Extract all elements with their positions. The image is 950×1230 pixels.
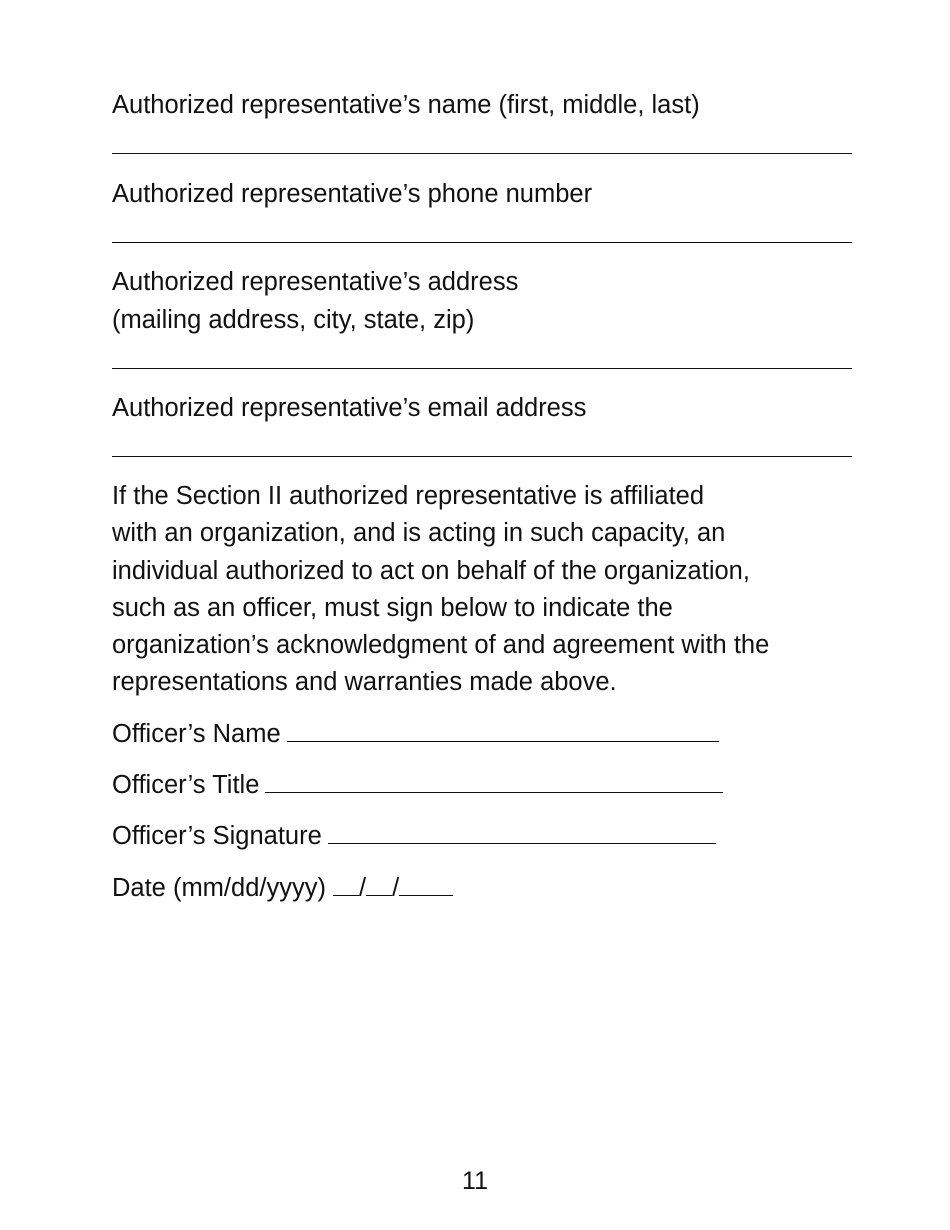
officer-title-field[interactable]	[265, 770, 723, 793]
organization-paragraph	[112, 478, 872, 702]
rep-email-label: Authorized representative’s email address	[112, 394, 587, 422]
officer-signature-label: Officer’s Signature	[112, 822, 322, 850]
rep-name-line[interactable]	[112, 153, 852, 154]
officer-signature-field[interactable]	[328, 821, 716, 844]
paragraph-line: organization’s acknowledgment of and agreement with the	[112, 631, 770, 660]
paragraph-line: with an organization, and is acting in such capacity, an	[112, 519, 726, 548]
officer-name-label: Officer’s Name	[112, 720, 281, 748]
rep-address-label-line1: Authorized representative’s address	[112, 268, 519, 296]
officer-title-row	[112, 769, 723, 801]
page-number: 11	[462, 1167, 488, 1195]
paragraph-line: individual authorized to act on behalf of the organization,	[112, 556, 750, 585]
rep-address-label-line2: (mailing address, city, state, zip)	[112, 306, 475, 334]
rep-email-line[interactable]	[112, 456, 852, 457]
paragraph-line: representations and warranties made above.	[112, 668, 617, 697]
officer-name-field[interactable]	[287, 719, 719, 742]
paragraph-line: such as an officer, must sign below to indicate the	[112, 593, 673, 622]
rep-phone-line[interactable]	[112, 242, 852, 243]
officer-signature-row	[112, 820, 716, 852]
paragraph-line: If the Section II authorized representative is affiliated	[112, 482, 705, 510]
date-label: Date (mm/dd/yyyy)	[112, 874, 326, 902]
date-separator: /	[392, 874, 400, 902]
rep-phone-label: Authorized representative’s phone number	[112, 180, 593, 208]
date-separator: /	[359, 874, 367, 902]
officer-name-row	[112, 718, 719, 750]
date-day-field[interactable]	[366, 873, 392, 896]
rep-address-line[interactable]	[112, 368, 852, 369]
rep-name-label: Authorized representative’s name (first, middle, last)	[112, 91, 700, 119]
date-row	[112, 872, 453, 904]
date-month-field[interactable]	[333, 873, 359, 896]
officer-title-label: Officer’s Title	[112, 771, 260, 799]
date-year-field[interactable]	[399, 873, 453, 896]
